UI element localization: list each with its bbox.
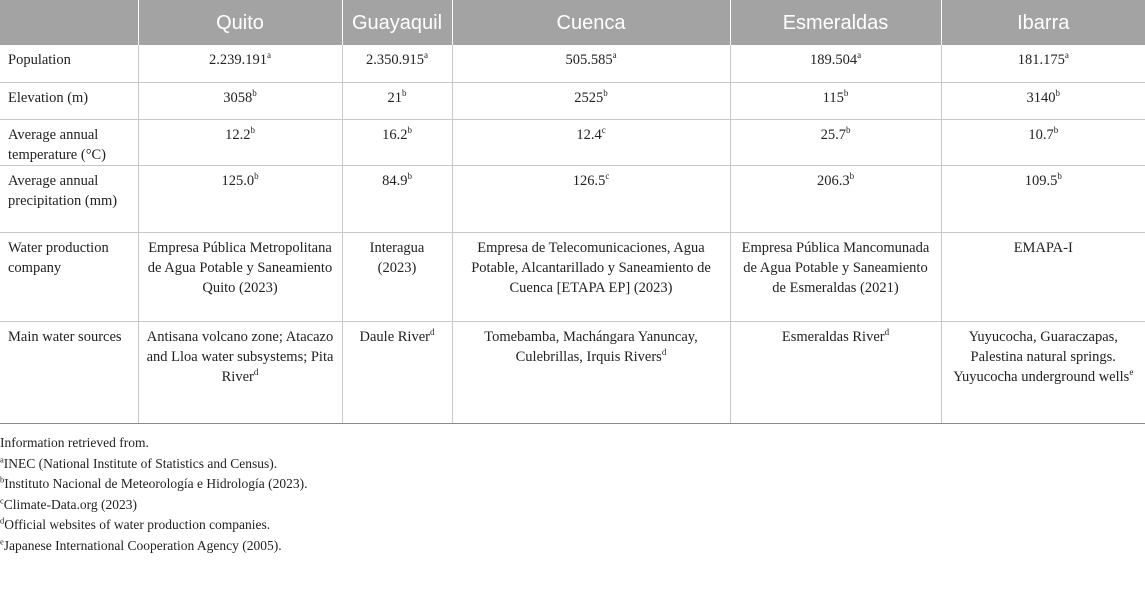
table-cell: 3058$^b$ [138,83,342,120]
table-cell: Esmeraldas River$^d$ [730,322,941,424]
table-cell: Tomebamba, Machángara Yanuncay, Culebrillas, Irquis Rivers$^d$ [452,322,730,424]
table-row [0,45,1145,83]
header-corner [0,0,138,45]
table-row [0,120,1145,166]
table-cell: 181.175$^a$ [941,45,1145,83]
table-cell: 2.350.915$^a$ [342,45,452,83]
row-label: Population [0,45,138,83]
table-cell: Antisana volcano zone; Atacazo and Lloa water subsystems; Pita River$^d$ [138,322,342,424]
row-label: Water production company [0,233,138,322]
header-guayaquil: Guayaquil [342,0,452,45]
footnote: $^a$INEC (National Institute of Statistics and Census). [0,454,278,471]
table-row [0,166,1145,233]
table-cell: Empresa Pública Metropolitana de Agua Potable y Saneamiento Quito (2023) [138,233,342,322]
table-footnotes [0,433,1145,556]
table-cell: 25.7$^b$ [730,120,941,166]
table-cell: Daule River$^d$ [342,322,452,424]
table-cell: 84.9$^b$ [342,166,452,233]
footnote: $^c$Climate-Data.org (2023) [0,495,137,512]
header-ibarra: Ibarra [941,0,1145,45]
table-cell: 125.0$^b$ [138,166,342,233]
footnote: Information retrieved from. [0,435,149,450]
table-cell: 21$^b$ [342,83,452,120]
header-quito: Quito [138,0,342,45]
row-label: Main water sources [0,322,138,424]
table-cell: EMAPA-I [941,233,1145,322]
table-cell: 206.3$^b$ [730,166,941,233]
table-cell: Empresa de Telecomunicaciones, Agua Potable, Alcantarillado y Saneamiento de Cuenca [ETAPA EP] (2023) [452,233,730,322]
table-cell: 2525$^b$ [452,83,730,120]
table-row [0,83,1145,120]
row-label: Average annual precipitation (mm) [0,166,138,233]
footnote: $^e$Japanese International Cooperation Agency (2005). [0,536,282,553]
row-label: Elevation (m) [0,83,138,120]
table-cell: Empresa Pública Mancomunada de Agua Potable y Saneamiento de Esmeraldas (2021) [730,233,941,322]
table-cell: 126.5$^c$ [452,166,730,233]
footnote: $^d$Official websites of water production companies. [0,515,271,532]
table-cell: Yuyucocha, Guaraczapas, Palestina natural springs. Yuyucocha underground wells$^e$ [941,322,1145,424]
table-row [0,233,1145,322]
table-cell: 12.4$^c$ [452,120,730,166]
table-cell: 16.2$^b$ [342,120,452,166]
table-cell: Interagua (2023) [342,233,452,322]
table-cell: 12.2$^b$ [138,120,342,166]
header-cuenca: Cuenca [452,0,730,45]
table-cell: 3140$^b$ [941,83,1145,120]
table-row [0,322,1145,424]
table-cell: 505.585$^a$ [452,45,730,83]
footnote: $^b$Instituto Nacional de Meteorología e Hidrología (2023). [0,474,308,491]
row-label: Average annual temperature (°C) [0,120,138,166]
table-cell: 115$^b$ [730,83,941,120]
table-cell: 109.5$^b$ [941,166,1145,233]
header-esmeraldas: Esmeraldas [730,0,941,45]
table-cell: 10.7$^b$ [941,120,1145,166]
table-cell: 189.504$^a$ [730,45,941,83]
table-cell: 2.239.191$^a$ [138,45,342,83]
header-row [0,0,1145,45]
